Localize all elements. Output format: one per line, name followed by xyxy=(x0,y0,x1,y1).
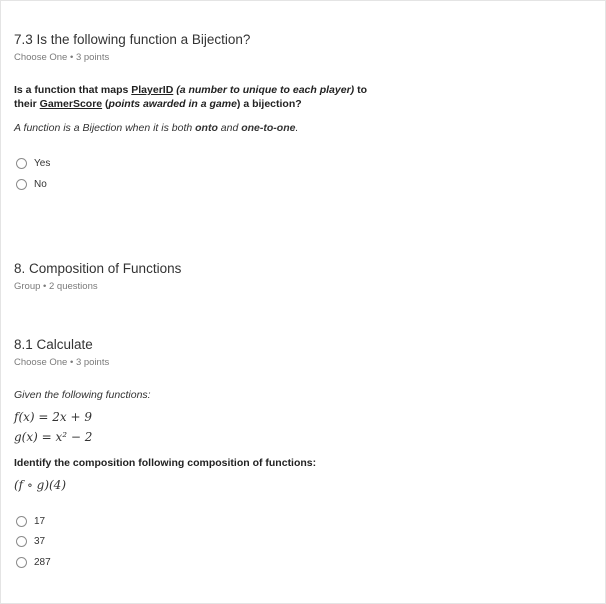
prompt-text: their xyxy=(14,98,40,110)
prompt-text: Is a function that maps xyxy=(14,84,132,96)
playerid-term: PlayerID xyxy=(131,84,174,96)
prompt-text: ) a bijection? xyxy=(236,98,302,110)
option-no-label: No xyxy=(34,179,47,190)
prompt-text: ( xyxy=(102,98,109,110)
prompt-text: to xyxy=(354,84,367,96)
bijection-definition xyxy=(14,122,298,134)
definition-text: and xyxy=(217,122,242,134)
playerid-description: (a number to unique to each player) xyxy=(173,84,355,96)
option-37-label: 37 xyxy=(34,536,46,547)
radio-287[interactable] xyxy=(16,557,27,568)
group-8-subtitle: Group • 2 questions xyxy=(14,281,98,292)
radio-17[interactable] xyxy=(16,516,27,527)
definition-one-to-one: one-to-one xyxy=(241,122,296,134)
question-7-3-prompt-line1 xyxy=(14,84,367,96)
function-g: g(x) = x² − 2 xyxy=(14,430,93,444)
radio-37[interactable] xyxy=(16,536,27,547)
group-8-title: 8. Composition of Functions xyxy=(14,261,182,276)
definition-text: . xyxy=(295,122,299,134)
function-f: f(x) = 2x + 9 xyxy=(14,410,92,424)
gamerscore-description: points awarded in a game xyxy=(108,98,237,110)
option-287-label: 287 xyxy=(34,557,51,568)
definition-text: A function is a Bijection when it is both xyxy=(14,122,196,134)
question-8-1-subtitle: Choose One • 3 points xyxy=(14,357,110,368)
composition-expression: (f ∘ g)(4) xyxy=(14,478,66,492)
given-functions-label: Given the following functions: xyxy=(14,389,151,401)
question-7-3-prompt-line2 xyxy=(14,98,302,110)
definition-onto: onto xyxy=(195,122,218,134)
option-yes-label: Yes xyxy=(34,158,51,169)
question-8-1-title: 8.1 Calculate xyxy=(14,337,93,352)
radio-no[interactable] xyxy=(16,179,27,190)
radio-yes[interactable] xyxy=(16,158,27,169)
option-17-label: 17 xyxy=(34,516,46,527)
question-7-3-title: 7.3 Is the following function a Bijection? xyxy=(14,32,251,47)
question-7-3-subtitle: Choose One • 3 points xyxy=(14,52,110,63)
identify-prompt: Identify the composition following composition of functions: xyxy=(14,457,317,469)
gamerscore-term: GamerScore xyxy=(39,98,103,110)
